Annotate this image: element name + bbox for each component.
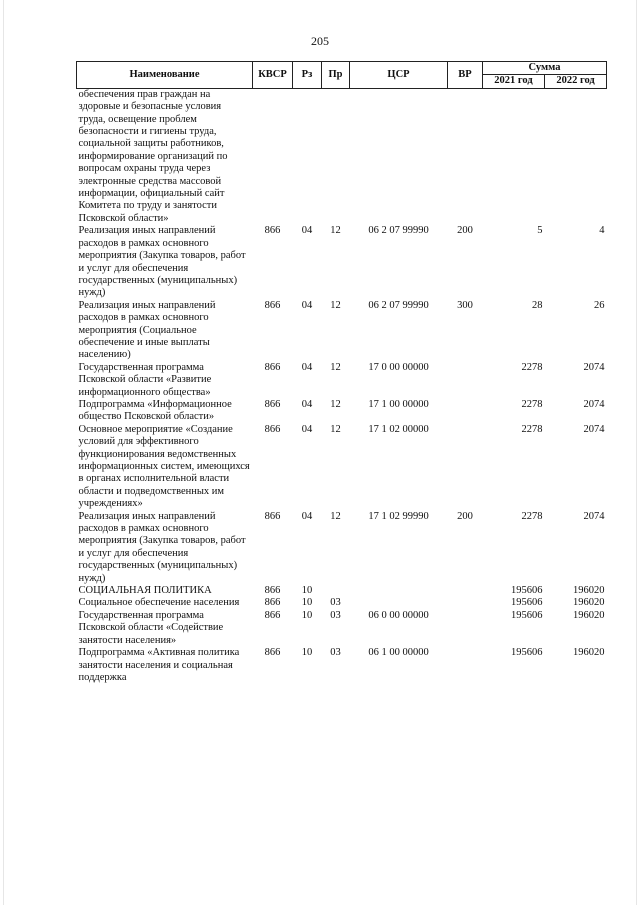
- cell-name: Основное мероприятие «Создание условий для эффективного функционирования ведомственных информационных систем, имеющихся в органах исполнительной власти области и подведомственных им учреждениях»: [78, 423, 250, 510]
- cell-sum-2022: 26: [594, 299, 605, 311]
- cell-sum-2022: 196020: [573, 647, 605, 659]
- cell-sum-2022: [545, 88, 607, 225]
- cell-sum-2022: 196020: [573, 609, 605, 621]
- cell-sum-2022: 2074: [583, 398, 605, 410]
- cell-sum-2021: 2278: [521, 361, 543, 373]
- cell-sum-2021: 5: [537, 225, 543, 237]
- table-row: [77, 597, 607, 609]
- cell-pr: [322, 585, 350, 597]
- table-header: [77, 62, 607, 89]
- table-row: [77, 88, 607, 225]
- cell-name: Государственная программа Псковской области «Развитие информационного общества»: [78, 361, 212, 398]
- cell-vr: 200: [457, 510, 473, 522]
- cell-pr: 12: [330, 423, 341, 435]
- cell-pr: 03: [330, 647, 341, 659]
- cell-pr: 12: [330, 398, 341, 410]
- cell-kvsr: [253, 88, 293, 225]
- header-vr: ВР: [448, 62, 483, 89]
- cell-rz: 10: [301, 647, 313, 659]
- cell-rz: 04: [301, 510, 313, 522]
- cell-csr: 06 1 00 00000: [368, 647, 429, 659]
- table-body: [77, 88, 607, 684]
- cell-pr: 12: [330, 225, 341, 237]
- cell-vr: 200: [457, 225, 473, 237]
- cell-sum-2022: 2074: [583, 361, 605, 373]
- cell-sum-2022: 4: [599, 225, 605, 237]
- table-row: [77, 399, 607, 424]
- cell-sum-2021: 195606: [511, 597, 543, 609]
- cell-vr: [448, 399, 483, 424]
- cell-rz: 04: [301, 361, 313, 373]
- cell-kvsr: 866: [264, 398, 281, 410]
- cell-rz: 10: [301, 597, 313, 609]
- cell-csr: [350, 585, 448, 597]
- cell-vr: [448, 424, 483, 511]
- cell-csr: 06 2 07 99990: [368, 225, 429, 237]
- budget-table: [76, 61, 607, 684]
- table-row: [77, 362, 607, 399]
- cell-pr: 03: [330, 609, 341, 621]
- cell-pr: 12: [330, 361, 341, 373]
- cell-sum-2022: 2074: [583, 423, 605, 435]
- cell-kvsr: 866: [264, 423, 281, 435]
- table-row: [77, 610, 607, 647]
- cell-vr: 300: [457, 299, 473, 311]
- header-year-2022: 2022 год: [545, 75, 607, 88]
- cell-kvsr: 866: [264, 597, 281, 609]
- cell-rz: 04: [301, 225, 313, 237]
- cell-sum-2021: 28: [532, 299, 543, 311]
- cell-kvsr: 866: [264, 361, 281, 373]
- cell-rz: [293, 88, 322, 225]
- header-sum: Сумма: [483, 62, 607, 75]
- cell-name: Социальное обеспечение населения: [78, 597, 240, 609]
- cell-kvsr: 866: [264, 225, 281, 237]
- table-row: [77, 300, 607, 362]
- cell-name: обеспечения прав граждан на здоровые и безопасные условия труда, освещение проблем безопасности и гигиены труда, социальной защиты работников, информирование организаций по вопросам охраны труда через электронные средства массовой информации, официальный сайт Комитета по труду и занятости Псковской области»: [78, 88, 228, 224]
- cell-sum-2022: 196020: [573, 597, 605, 609]
- cell-pr: 03: [330, 597, 341, 609]
- cell-name: СОЦИАЛЬНАЯ ПОЛИТИКА: [78, 585, 212, 597]
- cell-kvsr: 866: [264, 510, 281, 522]
- cell-csr: 17 0 00 00000: [368, 361, 429, 373]
- header-pr: Пр: [322, 62, 350, 89]
- cell-vr: [448, 362, 483, 399]
- cell-pr: [322, 88, 350, 225]
- cell-vr: [448, 597, 483, 609]
- table-row: [77, 585, 607, 597]
- cell-name: Государственная программа Псковской области «Содействие занятости населения»: [78, 609, 224, 646]
- cell-name: Реализация иных направлений расходов в рамках основного мероприятия (Социальное обеспечение и иные выплаты населению): [78, 299, 216, 361]
- cell-name: Подпрограмма «Активная политика занятости населения и социальная поддержка: [78, 647, 240, 683]
- cell-rz: 04: [301, 299, 313, 311]
- scan-edge-left: [3, 0, 4, 905]
- table-row: [77, 225, 607, 299]
- cell-rz: 04: [301, 398, 313, 410]
- cell-kvsr: 866: [264, 585, 281, 597]
- cell-sum-2022: 2074: [583, 510, 605, 522]
- cell-sum-2021: 2278: [521, 423, 543, 435]
- cell-rz: 10: [301, 585, 313, 597]
- cell-rz: 10: [301, 609, 313, 621]
- header-kvsr: КВСР: [253, 62, 293, 89]
- header-csr: ЦСР: [350, 62, 448, 89]
- cell-vr: [448, 585, 483, 597]
- cell-csr: [350, 88, 448, 225]
- table-row: [77, 424, 607, 511]
- cell-vr: [448, 647, 483, 684]
- cell-sum-2021: 195606: [511, 647, 543, 659]
- cell-csr: 06 2 07 99990: [368, 299, 429, 311]
- cell-sum-2021: 195606: [511, 585, 543, 597]
- cell-csr: 17 1 00 00000: [368, 398, 429, 410]
- cell-sum-2021: 2278: [521, 510, 543, 522]
- cell-vr: [448, 88, 483, 225]
- cell-vr: [448, 610, 483, 647]
- header-rz: Рз: [293, 62, 322, 89]
- header-name: Наименование: [77, 62, 253, 89]
- cell-rz: 04: [301, 423, 313, 435]
- cell-pr: 12: [330, 510, 341, 522]
- page-number: 205: [311, 34, 329, 48]
- cell-kvsr: 866: [264, 647, 281, 659]
- header-year-2021: 2021 год: [483, 75, 545, 88]
- cell-csr: 06 0 00 00000: [368, 609, 429, 621]
- cell-pr: 12: [330, 299, 341, 311]
- cell-sum-2021: 2278: [521, 398, 543, 410]
- cell-sum-2022: 196020: [573, 585, 605, 597]
- cell-name: Реализация иных направлений расходов в рамках основного мероприятия (Закупка товаров, работ и услуг для обеспечения государственных (муниципальных) нужд): [78, 510, 246, 584]
- cell-csr: 17 1 02 99990: [368, 510, 429, 522]
- cell-kvsr: 866: [264, 299, 281, 311]
- table-row: [77, 511, 607, 585]
- cell-sum-2021: [483, 88, 545, 225]
- cell-kvsr: 866: [264, 609, 281, 621]
- cell-sum-2021: 195606: [511, 609, 543, 621]
- table-row: [77, 647, 607, 684]
- cell-csr: [350, 597, 448, 609]
- cell-csr: 17 1 02 00000: [368, 423, 429, 435]
- scan-edge-right: [636, 0, 637, 905]
- cell-name: Реализация иных направлений расходов в рамках основного мероприятия (Закупка товаров, работ и услуг для обеспечения государственных (муниципальных) нужд): [78, 225, 246, 299]
- cell-name: Подпрограмма «Информационное общество Псковской области»: [78, 398, 232, 423]
